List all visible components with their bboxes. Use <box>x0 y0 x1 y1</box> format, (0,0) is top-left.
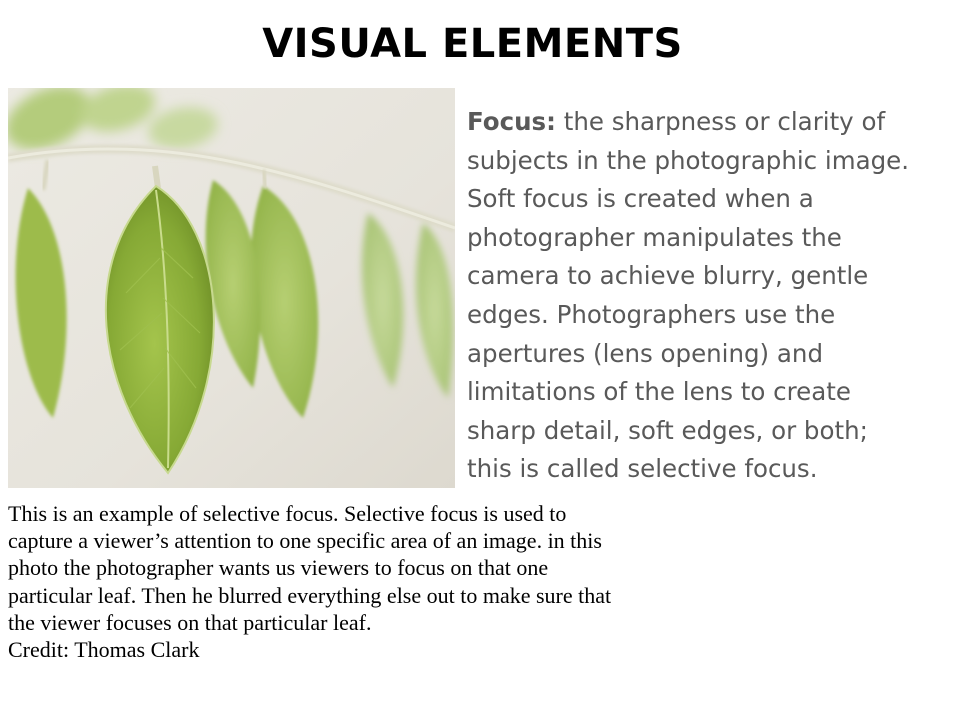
focus-definition <box>467 103 917 489</box>
photo-credit: Credit: Thomas Clark <box>8 637 200 663</box>
leaf-photo <box>8 88 455 488</box>
definition-text: the sharpness or clarity of subjects in the photographic image. Soft focus is created when a photographer manipulates the camera to achieve blurry, gentle edges. Photographers use the apertures (lens opening) and limitations of the lens to create sharp detail, soft edges, or both; this is called selective focus. <box>467 107 910 484</box>
slide-title: VISUAL ELEMENTS <box>262 21 683 67</box>
example-caption <box>8 500 618 663</box>
definition-term: Focus: <box>467 107 556 136</box>
example-text: This is an example of selective focus. Selective focus is used to capture a viewer’s attention to one specific area of an image. in this photo the photographer wants us viewers to focus on that one particular leaf. Then he blurred everything else out to make sure that the viewer focuses on that particular leaf. <box>8 501 612 635</box>
